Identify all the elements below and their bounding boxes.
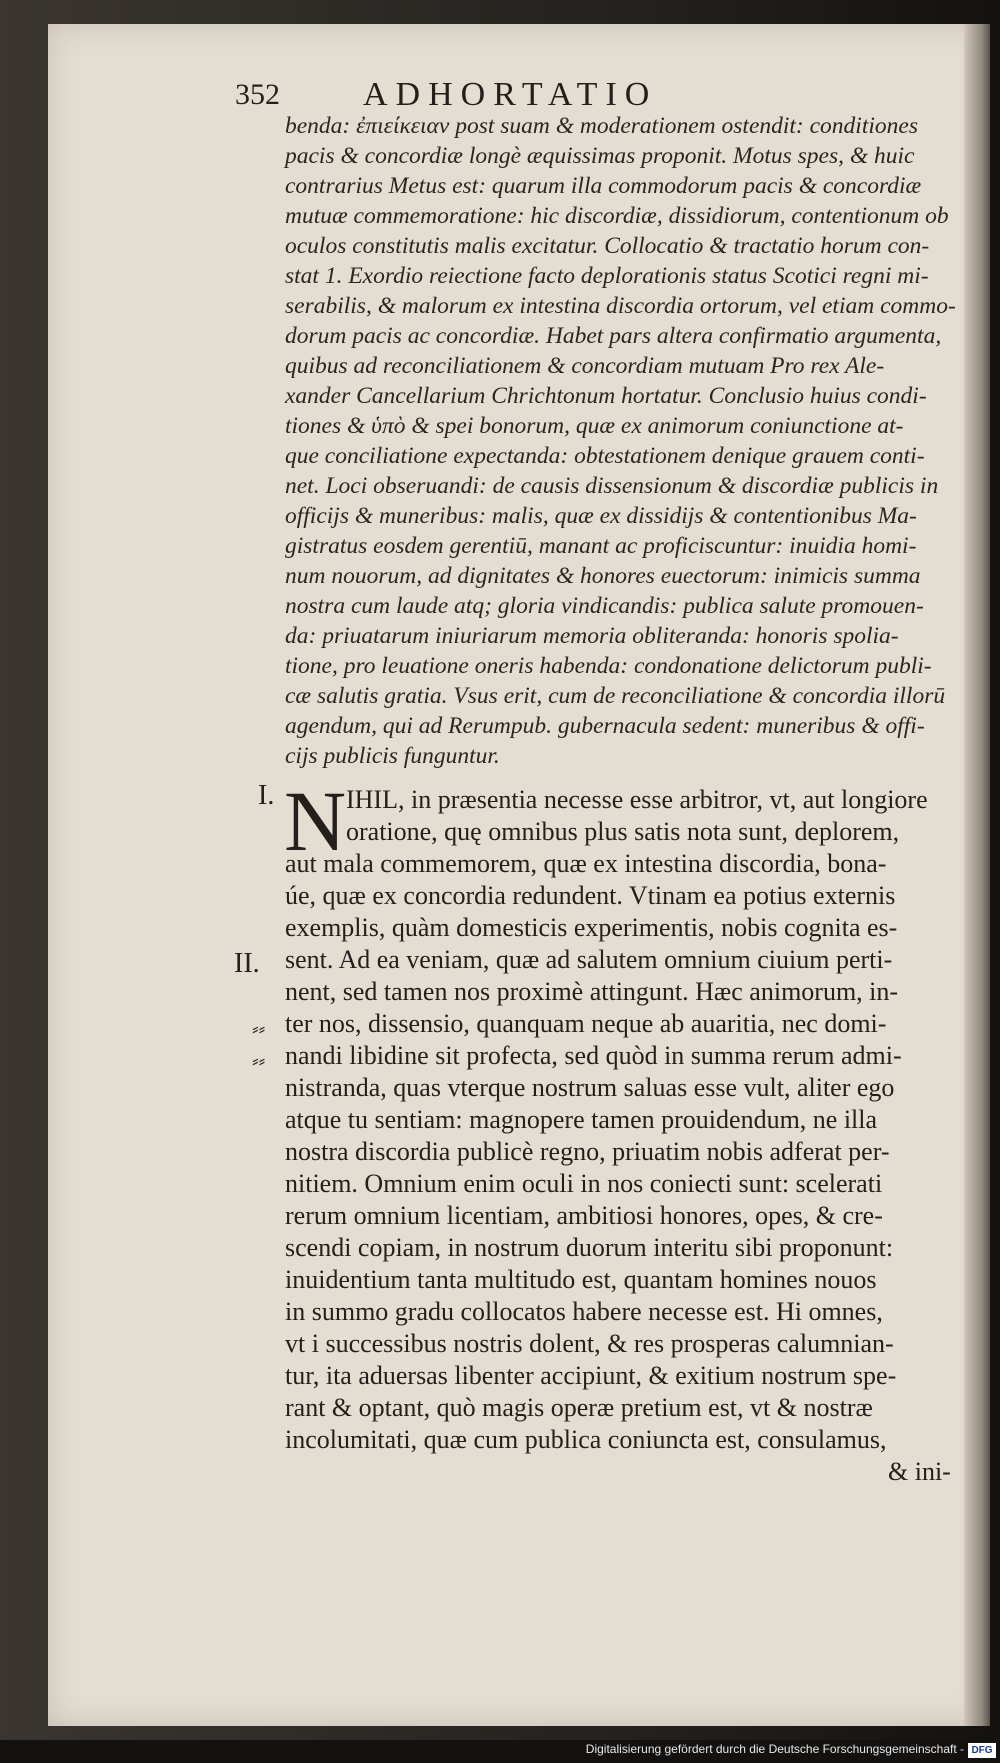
body-line: nitiem. Omnium enim oculi in nos coniecti sunt: scelerati — [285, 1169, 883, 1198]
body-line: nostra discordia publicè regno, priuatim nobis adferat per- — [285, 1137, 890, 1166]
page-number: 352 — [235, 78, 280, 111]
body-line: in summo gradu collocatos habere necesse est. Hi omnes, — [285, 1297, 883, 1326]
dfg-logo[interactable]: DFG — [968, 1743, 996, 1758]
body-line: inuidentium tanta multitudo est, quantam homines nouos — [285, 1265, 877, 1294]
summary-line: officijs & muneribus: malis, quæ ex dissidijs & contentionibus Ma- — [285, 503, 917, 529]
summary-line: da: priuatarum iniuriarum memoria obliteranda: honoris spolia- — [285, 623, 899, 649]
body-line: exemplis, quàm domesticis experimentis, nobis cognita es- — [285, 913, 898, 942]
summary-line: num nouorum, ad dignitates & honores euectorum: inimicis summa — [285, 563, 921, 589]
summary-line: agendum, qui ad Rerumpub. gubernacula sedent: muneribus & offi- — [285, 713, 925, 739]
body-line: úe, quæ ex concordia redundent. Vtinam ea potius externis — [285, 881, 896, 910]
body-line: scendi copiam, in nostrum duorum interitu sibi proponunt: — [285, 1233, 894, 1262]
running-title: ADHORTATIO — [363, 76, 658, 113]
body-line: nent, sed tamen nos proximè attingunt. Hæc animorum, in- — [285, 977, 899, 1006]
body-line: vt i successibus nostris dolent, & res prosperas calumnian- — [285, 1329, 894, 1358]
summary-line: benda: ἐπιείκειαν post suam & moderationem ostendit: conditiones — [285, 113, 918, 139]
digitization-credit: Digitalisierung gefördert durch die Deutsche Forschungsgemeinschaft - — [585, 1742, 964, 1756]
digitization-footer — [0, 1740, 1000, 1763]
summary-line: que conciliatione expectanda: obtestationem denique grauem conti- — [285, 443, 925, 469]
body-line: aut mala commemorem, quæ ex intestina discordia, bona- — [285, 849, 887, 878]
summary-line: oculos constitutis malis excitatur. Collocatio & tractatio horum con- — [285, 233, 930, 259]
quotation-mark: ⸗⸗ — [252, 1050, 266, 1072]
summary-line: dorum pacis ac concordiæ. Habet pars altera confirmatio argumenta, — [285, 323, 942, 349]
page-edge-shadow — [964, 24, 990, 1726]
summary-line: tiones & ὑπὸ & spei bonorum, quæ ex animorum coniunctione at- — [285, 413, 904, 439]
summary-line: net. Loci obseruandi: de causis dissensionum & discordiæ publicis in — [285, 473, 939, 499]
summary-line: pacis & concordiæ longè æquissimas proponit. Motus spes, & huic — [285, 143, 915, 169]
summary-line: cijs publicis funguntur. — [285, 743, 500, 769]
summary-line: nostra cum laude atq; gloria vindicandis: publica salute promouen- — [285, 593, 924, 619]
body-line: tur, ita aduersas libenter accipiunt, & exitium nostrum spe- — [285, 1361, 897, 1390]
body-line: oratione, quę omnibus plus satis nota sunt, deplorem, — [346, 817, 900, 846]
body-line: sent. Ad ea veniam, quæ ad salutem omnium ciuium perti- — [285, 945, 893, 974]
summary-line: cæ salutis gratia. Vsus erit, cum de reconciliatione & concordia illorū — [285, 683, 946, 709]
summary-line: gistratus eosdem gerentiū, manant ac proficiscuntur: inuidia homi- — [285, 533, 917, 559]
section-marker-one: I. — [258, 780, 275, 811]
body-line: nandi libidine sit profecta, sed quòd in summa rerum admi- — [285, 1041, 902, 1070]
body-line: rant & optant, quò magis operæ pretium est, vt & nostræ — [285, 1393, 873, 1422]
quotation-mark: ⸗⸗ — [252, 1018, 266, 1040]
drop-cap-initial: N — [284, 773, 347, 869]
summary-line: contrarius Metus est: quarum illa commodorum pacis & concordiæ — [285, 173, 922, 199]
body-line: nistranda, quas vterque nostrum saluas esse vult, aliter ego — [285, 1073, 895, 1102]
section-marker-two: II. — [234, 948, 260, 979]
summary-line: mutuæ commemoratione: hic discordiæ, dissidiorum, contentionum ob — [285, 203, 949, 229]
body-line: atque tu sentiam: magnopere tamen prouidendum, ne illa — [285, 1105, 878, 1134]
summary-line: quibus ad reconciliationem & concordiam mutuam Pro rex Ale- — [285, 353, 885, 379]
summary-line: xander Cancellarium Chrichtonum hortatur. Conclusio huius condi- — [285, 383, 927, 409]
summary-line: stat 1. Exordio reiectione facto deplorationis status Scotici regni mi- — [285, 263, 929, 289]
body-line: ter nos, dissensio, quanquam neque ab auaritia, nec domi- — [285, 1009, 887, 1038]
body-line: rerum omnium licentiam, ambitiosi honores, opes, & cre- — [285, 1201, 883, 1230]
catchword-line: & ini- — [888, 1457, 951, 1486]
body-line: incolumitati, quæ cum publica coniuncta est, consulamus, — [285, 1425, 887, 1454]
body-line: IHIL, in præsentia necesse esse arbitror, vt, aut longiore — [346, 785, 928, 814]
summary-line: tione, pro leuatione oneris habenda: condonatione delictorum publi- — [285, 653, 932, 679]
summary-line: serabilis, & malorum ex intestina discordia ortorum, vel etiam commo- — [285, 293, 956, 319]
